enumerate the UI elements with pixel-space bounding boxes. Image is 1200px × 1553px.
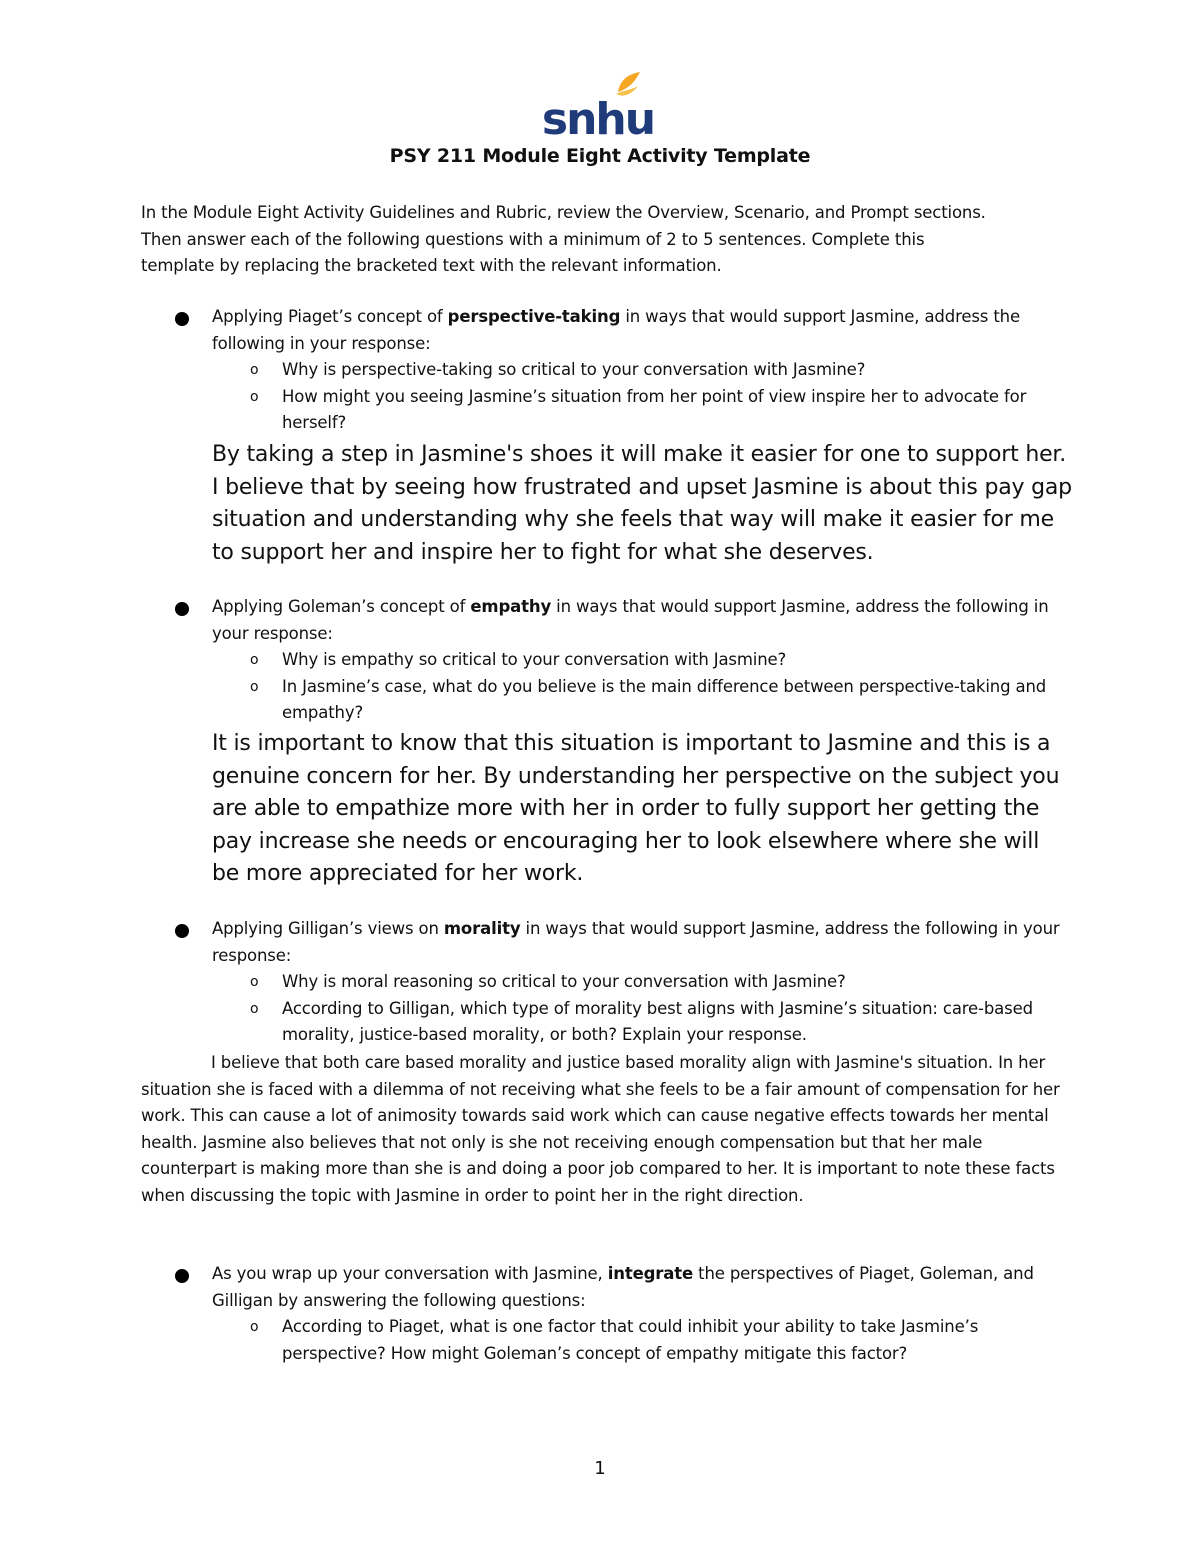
- prompt-keyword: perspective-taking: [447, 307, 621, 326]
- page-number: 1: [594, 1458, 606, 1479]
- svg-text:snhu: snhu: [541, 94, 655, 145]
- sub-question: o Why is perspective-taking so critical to your conversation with Jasmine?: [250, 360, 866, 379]
- answer-piaget: By taking a step in Jasmine's shoes it will make it easier for one to support her. I believe that by seeing how frustrated and upset Jasmine is about this pay gap situation and understanding why she feels that way will make it easier for me to support her and inspire her to fight for what she deserves.: [212, 442, 1072, 565]
- section-prompt: Applying Gilligan’s views on morality in ways that would support Jasmine, address the following in your response:: [212, 919, 1060, 965]
- section-piaget: [212, 304, 1062, 437]
- intro-line: template by replacing the bracketed text with the relevant information.: [141, 256, 722, 275]
- bullet-dot: [175, 312, 189, 326]
- bullet-dot: [175, 1269, 189, 1283]
- snhu-logo-graphic: [541, 70, 655, 145]
- sub-question: o According to Gilligan, which type of morality best aligns with Jasmine’s situation: care-based morality, justice-based morality, or both? Explain your response.: [250, 998, 1033, 1044]
- section-goleman: [212, 594, 1062, 727]
- section-prompt: Applying Piaget’s concept of perspective-taking in ways that would support Jasmine, address the following in your response:: [212, 307, 1020, 353]
- section-prompt: Applying Goleman’s concept of empathy in ways that would support Jasmine, address the following in your response:: [212, 597, 1049, 643]
- snhu-logo: [541, 70, 655, 145]
- intro-line: In the Module Eight Activity Guidelines and Rubric, review the Overview, Scenario, and Prompt sections.: [141, 203, 986, 222]
- sub-question: o How might you seeing Jasmine’s situation from her point of view inspire her to advocate for herself?: [250, 386, 1027, 432]
- prompt-keyword: morality: [443, 919, 521, 938]
- intro-paragraph: [141, 200, 1071, 280]
- bullet-dot: [175, 924, 189, 938]
- sub-question: o According to Piaget, what is one factor that could inhibit your ability to take Jasmine’s perspective? How might Goleman’s concept of empathy mitigate this factor?: [250, 1317, 979, 1363]
- section-integrate: [212, 1261, 1062, 1367]
- answer-gilligan: I believe that both care based morality and justice based morality align with Jasmine's situation. In her situation she is faced with a dilemma of not receiving what she feels to be a fair amount of compensation for her work. This can cause a lot of animosity towards said work which can cause negative effects towards her mental health. Jasmine also believes that not only is she not receiving enough compensation but that her male counterpart is making more than she is and doing a poor job compared to her. It is important to note these facts when discussing the topic with Jasmine in order to point her in the right direction.: [141, 1053, 1060, 1205]
- sub-question: o Why is empathy so critical to your conversation with Jasmine?: [250, 650, 787, 669]
- answer-goleman: It is important to know that this situation is important to Jasmine and this is a genuine concern for her. By understanding her perspective on the subject you are able to empathize more with her in order to fully support her getting the pay increase she needs or encouraging her to look elsewhere where she will be more appreciated for her work.: [212, 731, 1060, 886]
- prompt-keyword: empathy: [470, 597, 552, 616]
- section-prompt: As you wrap up your conversation with Jasmine, integrate the perspectives of Piaget, Goleman, and Gilligan by answering the following questions:: [212, 1264, 1034, 1310]
- sub-question: o Why is moral reasoning so critical to your conversation with Jasmine?: [250, 972, 846, 991]
- section-gilligan: [212, 916, 1062, 1049]
- prompt-keyword: integrate: [607, 1264, 694, 1283]
- sub-question: o In Jasmine’s case, what do you believe is the main difference between perspective-taking and empathy?: [250, 676, 1047, 722]
- intro-line: Then answer each of the following questions with a minimum of 2 to 5 sentences. Complete this: [141, 229, 925, 249]
- document-title: PSY 211 Module Eight Activity Template: [389, 145, 811, 167]
- bullet-dot: [175, 602, 189, 616]
